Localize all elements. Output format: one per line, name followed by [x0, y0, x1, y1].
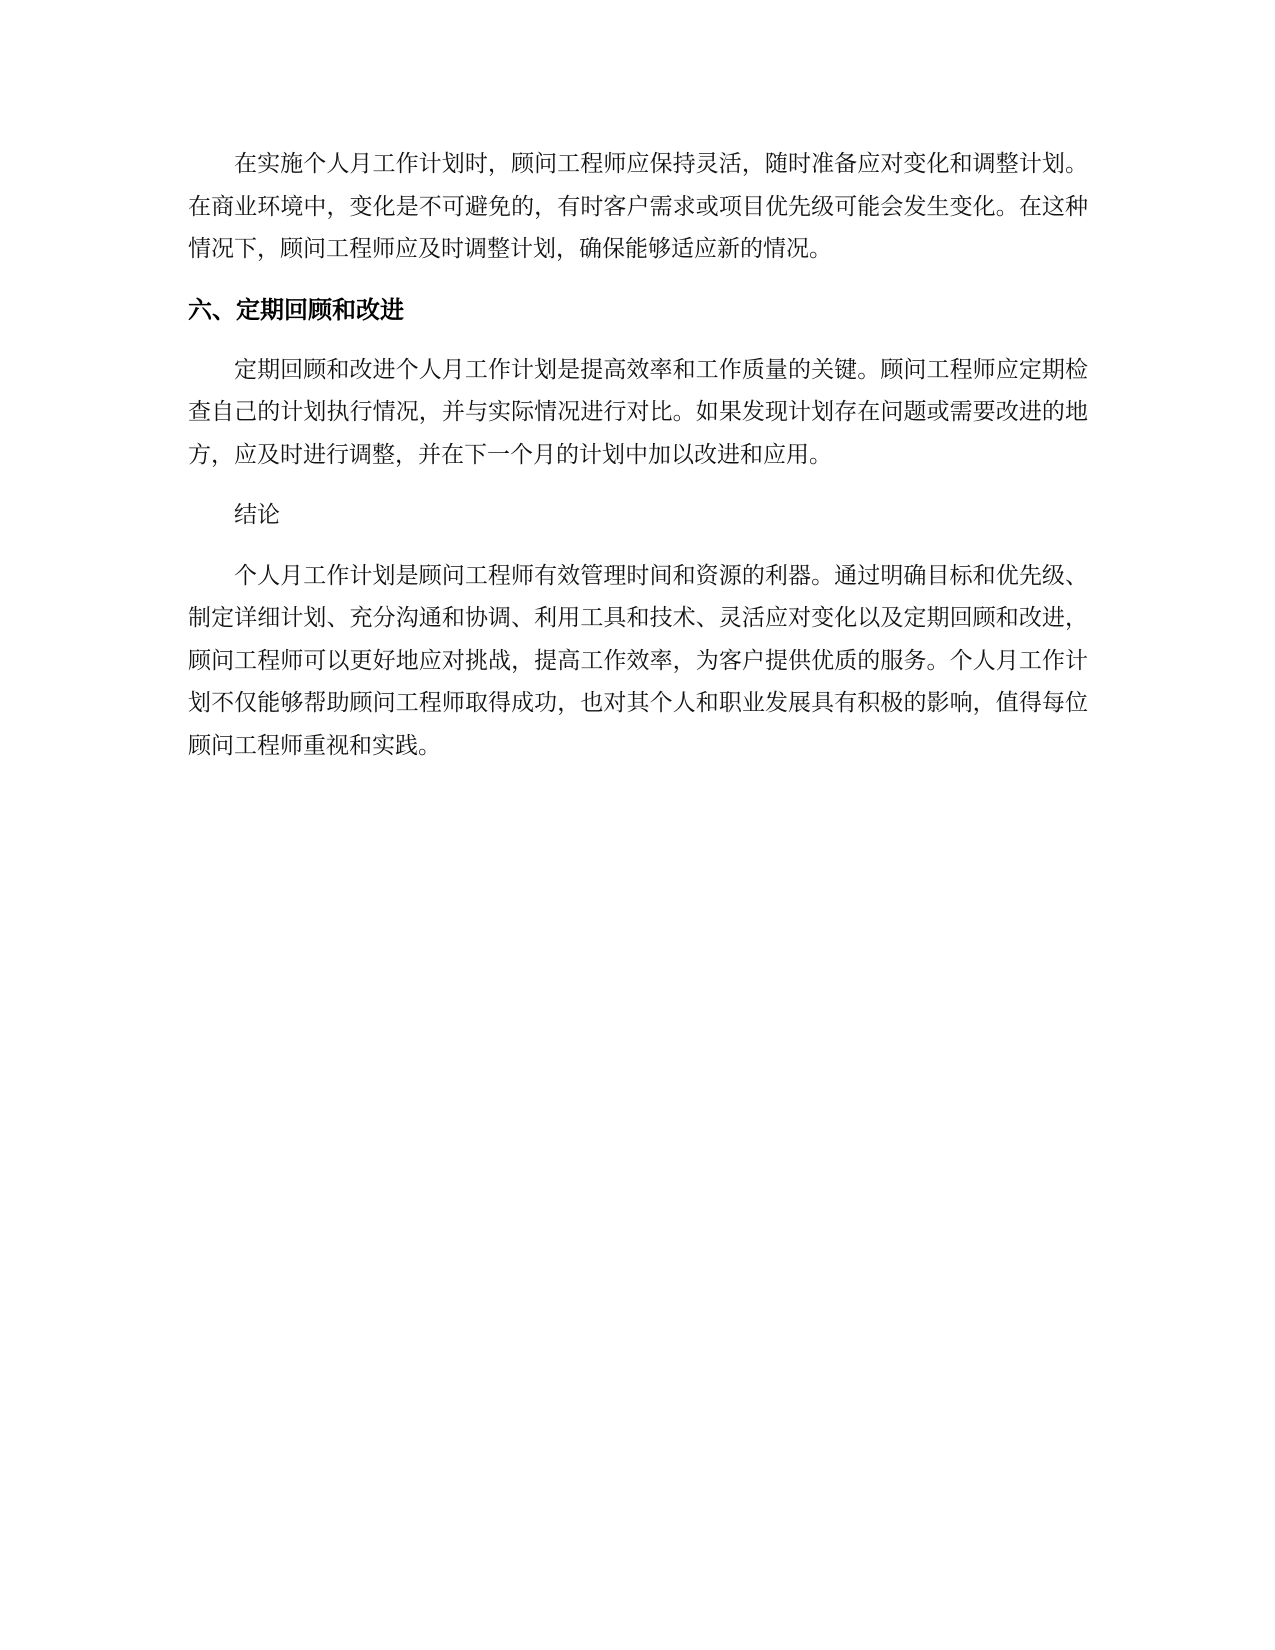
paragraph-flexibility: 在实施个人月工作计划时，顾问工程师应保持灵活，随时准备应对变化和调整计划。在商业环境中，变化是不可避免的，有时客户需求或项目优先级可能会发生变化。在这种情况下，顾问工程师应及时调整计划，确保能够适应新的情况。	[188, 151, 1088, 262]
section-heading-review: 六、定期回顾和改进	[188, 295, 404, 324]
conclusion-heading: 结论	[234, 502, 280, 528]
document-body	[188, 143, 1088, 767]
paragraph-conclusion: 个人月工作计划是顾问工程师有效管理时间和资源的利器。通过明确目标和优先级、制定详细计划、充分沟通和协调、利用工具和技术、灵活应对变化以及定期回顾和改进，顾问工程师可以更好地应对挑战，提高工作效率，为客户提供优质的服务。个人月工作计划不仅能够帮助顾问工程师取得成功，也对其个人和职业发展具有积极的影响，值得每位顾问工程师重视和实践。	[188, 562, 1088, 759]
paragraph-review: 定期回顾和改进个人月工作计划是提高效率和工作质量的关键。顾问工程师应定期检查自己的计划执行情况，并与实际情况进行对比。如果发现计划存在问题或需要改进的地方，应及时进行调整，并在下一个月的计划中加以改进和应用。	[188, 356, 1088, 468]
